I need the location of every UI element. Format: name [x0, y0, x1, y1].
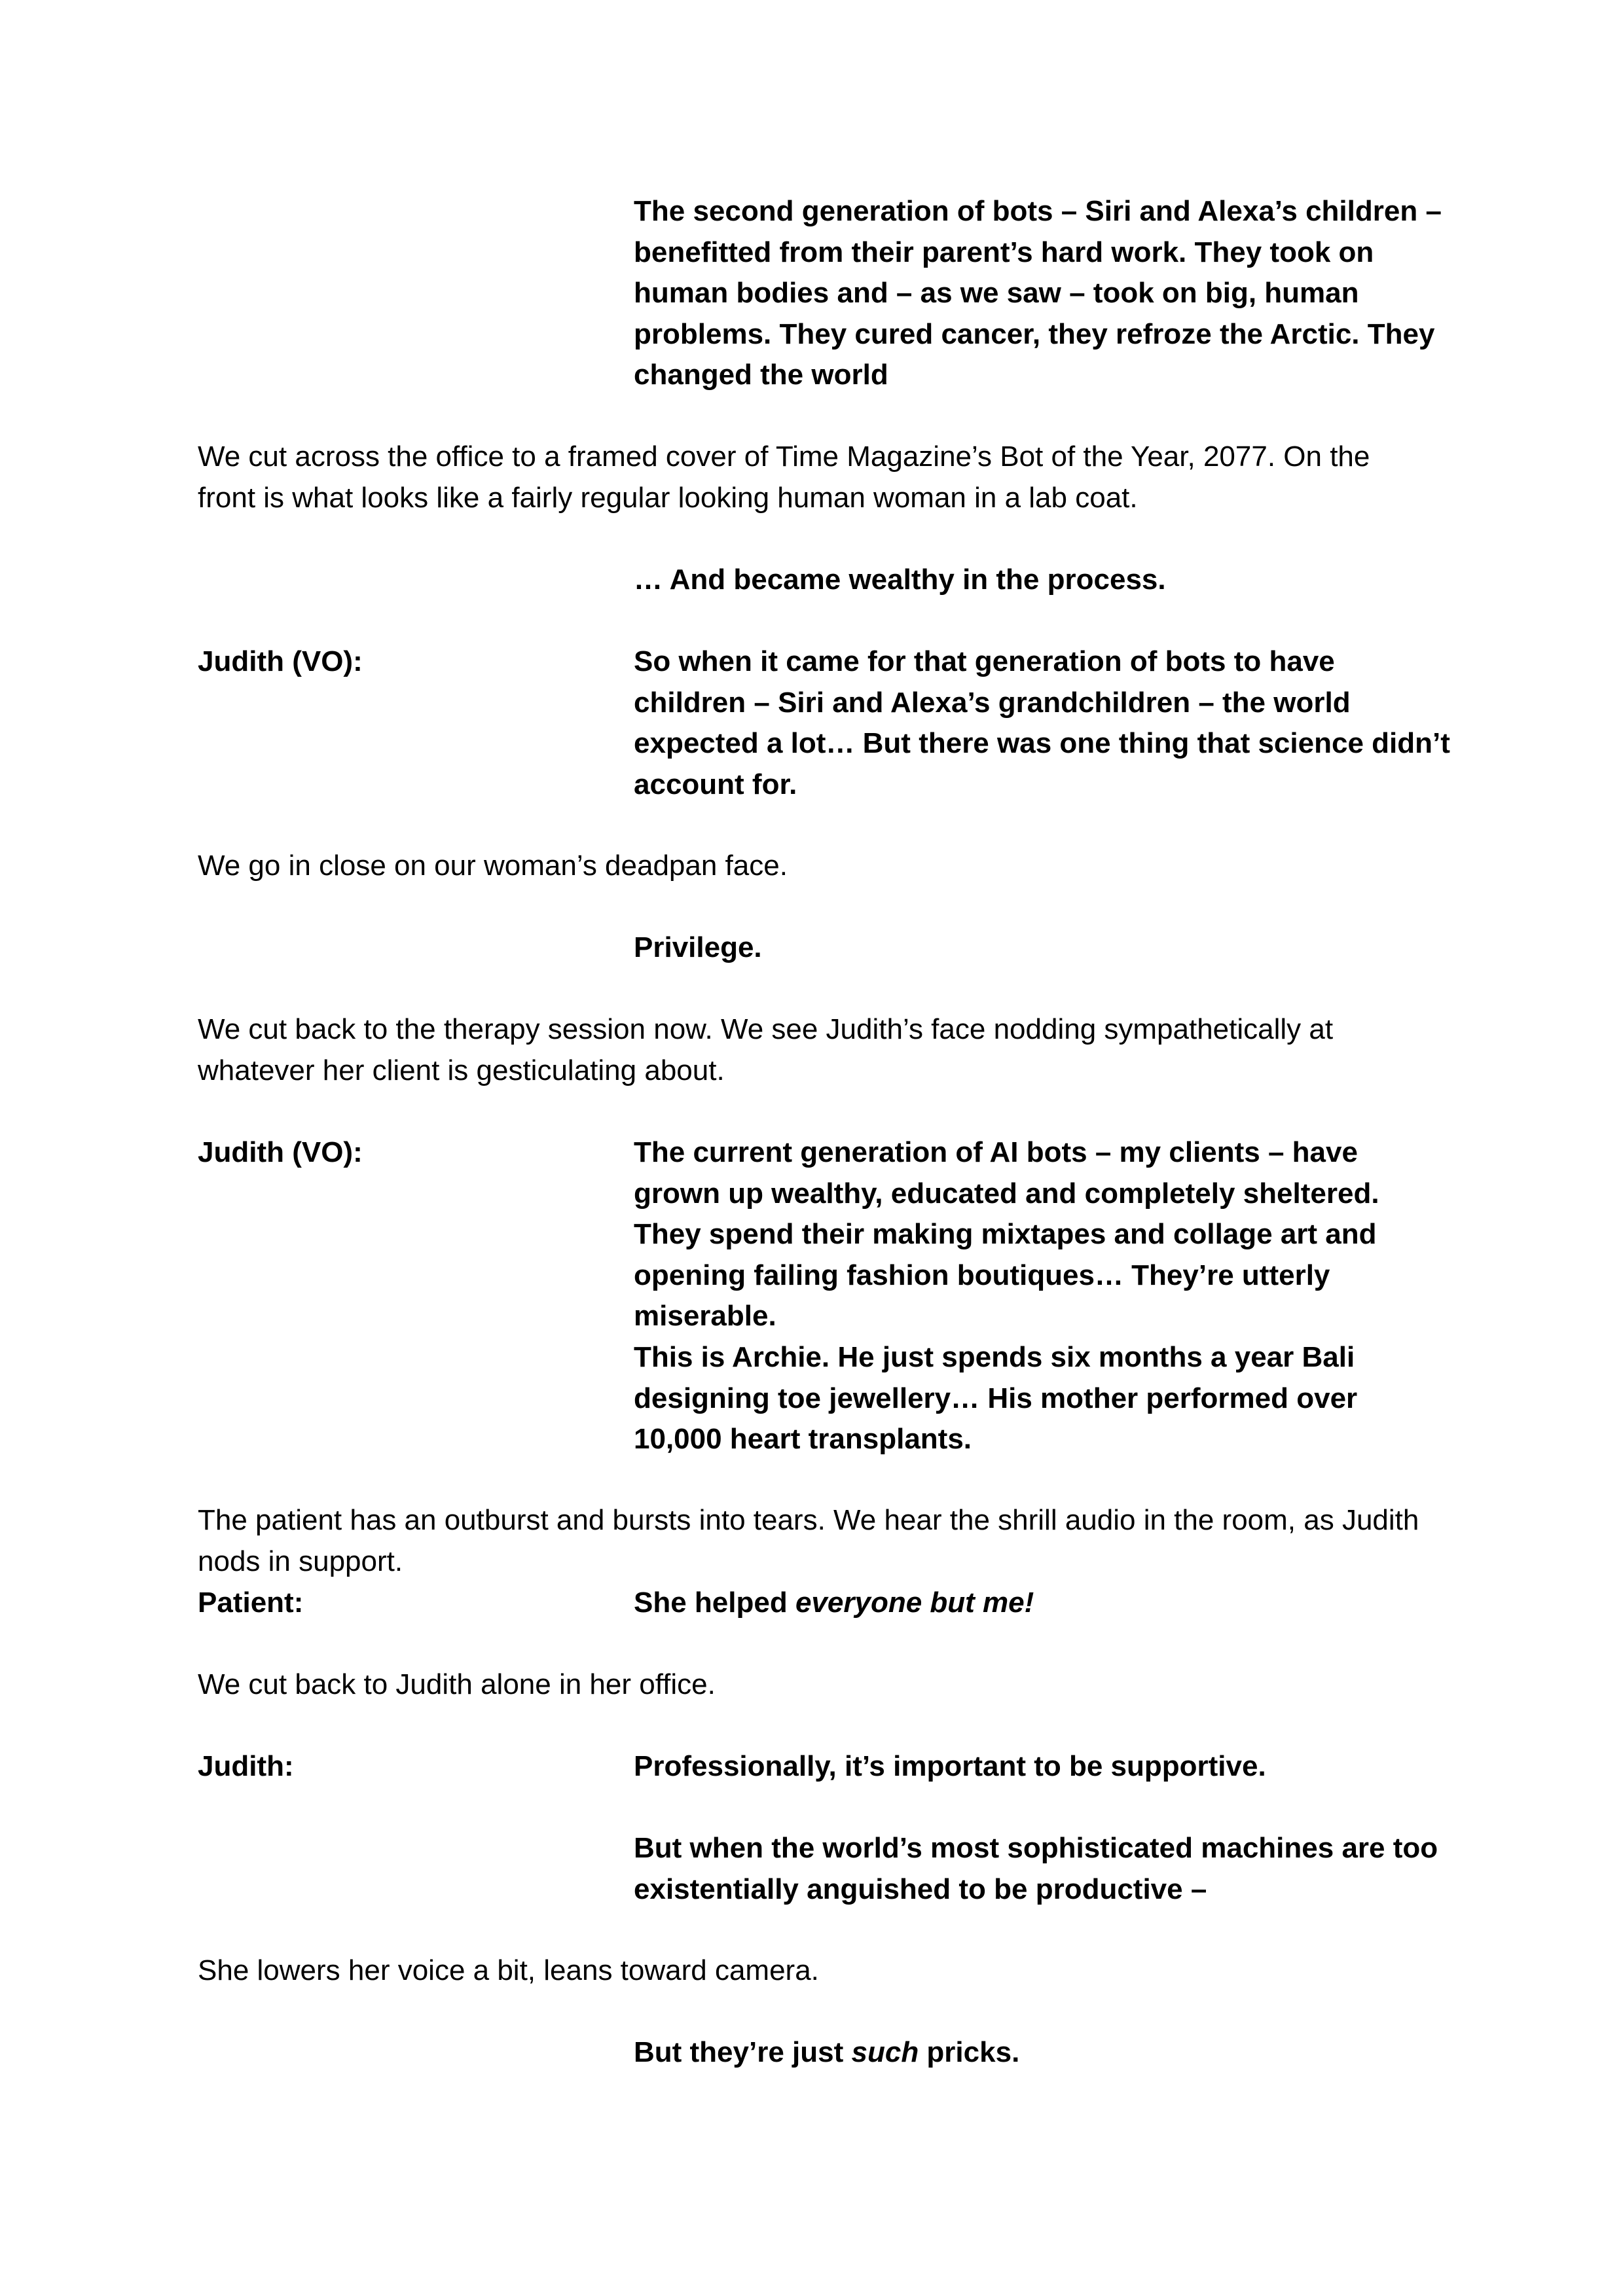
dialogue-block: This is Archie. He just spends six months a year Bali designing toe jewellery… His mother performed over 10,000 heart transplants. — [634, 1341, 1358, 1455]
dialogue-block: So when it came for that generation of bots to have children – Siri and Alexa’s grandchildren – the world expected a lot… But there was one thing that science didn’t account for. — [634, 645, 1450, 800]
speaker-name: Judith (VO): — [198, 1136, 363, 1168]
action-line: We cut back to Judith alone in her office. — [198, 1668, 716, 1700]
action-line: The patient has an outburst and bursts into tears. We hear the shrill audio in the room, as Judith nods in support. — [198, 1504, 1419, 1577]
dialogue-block — [634, 1583, 1452, 1624]
action-line: We cut across the office to a framed cover of Time Magazine’s Bot of the Year, 2077. On the front is what looks like a fairly regular looking human woman in a lab coat. — [198, 440, 1370, 514]
emphasis-text: such — [851, 2036, 919, 2068]
speaker-name: Patient: — [198, 1587, 304, 1619]
dialogue-block: Privilege. — [634, 931, 762, 963]
speaker-name: Judith: — [198, 1750, 294, 1782]
emphasis-text: everyone but me! — [795, 1587, 1034, 1619]
dialogue-text: But they’re just — [634, 2036, 852, 2068]
dialogue-block: The current generation of AI bots – my clients – have grown up wealthy, educated and completely sheltered. They spend their making mixtapes and collage art and opening failing fashion boutiques… They’re utterly miserable. — [634, 1136, 1379, 1332]
dialogue-block: … And became wealthy in the process. — [634, 564, 1166, 596]
action-line: We go in close on our woman’s deadpan face. — [198, 850, 788, 882]
dialogue-text: pricks. — [919, 2036, 1020, 2068]
dialogue-block: The second generation of bots – Siri and Alexa’s children – benefitted from their parent’s hard work. They took on human bodies and – as we saw – took on big, human problems. They cured cancer, they refroze the Arctic. They changed the world — [634, 195, 1442, 391]
action-line: We cut back to the therapy session now. We see Judith’s face nodding sympathetically at whatever her client is gesticulating about. — [198, 1013, 1334, 1086]
dialogue-block: Professionally, it’s important to be supportive. — [634, 1750, 1266, 1782]
speaker-name: Judith (VO): — [198, 645, 363, 677]
dialogue-block: But when the world’s most sophisticated machines are too existentially anguished to be productive – — [634, 1832, 1438, 1905]
dialogue-block — [634, 2032, 1452, 2073]
dialogue-text: She helped — [634, 1587, 795, 1619]
action-line: She lowers her voice a bit, leans toward camera. — [198, 1954, 819, 1986]
